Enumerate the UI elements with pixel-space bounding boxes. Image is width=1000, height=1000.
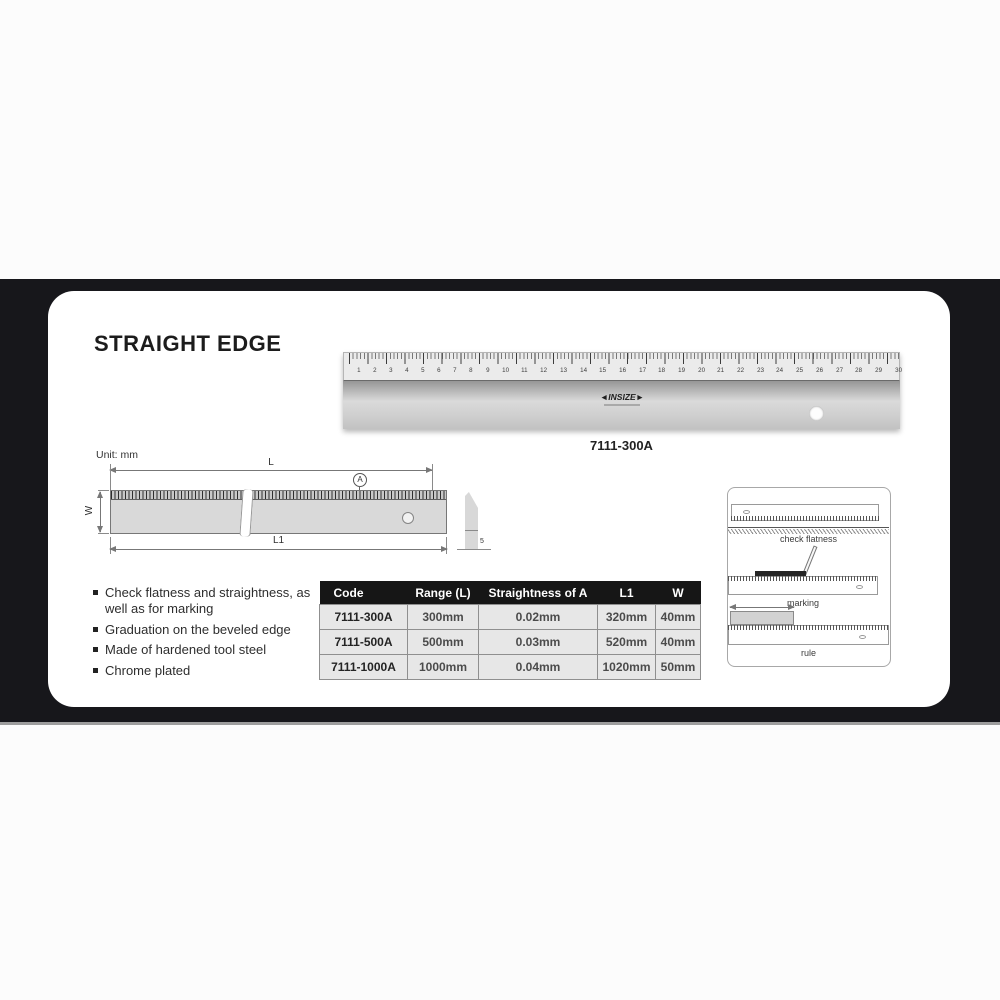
dim-label-L1: L1 [272,535,285,546]
mini-hole-icon [856,585,863,589]
feature-item [93,663,331,679]
cell-code: 7111-1000A [320,655,408,680]
cell-w: 50mm [656,655,701,680]
col-header-straightness: Straightness of A [479,581,598,605]
side-view-baseline [457,549,491,550]
mini-graduation [728,576,878,581]
table-row [320,605,701,630]
feature-item [93,642,331,658]
feature-item [93,585,331,617]
col-header-l1: L1 [598,581,656,605]
cell-code: 7111-300A [320,605,408,630]
marking-label: marking [786,598,819,608]
check-flatness-label: check flatness [779,534,838,544]
product-card [48,291,950,707]
table-row [320,655,701,680]
spec-table [319,581,701,680]
rule-label: rule [800,648,816,658]
straight-edge-drawing [110,490,447,534]
bullet-square-icon [93,590,98,595]
dim-line-W [100,492,101,532]
break-symbol [239,489,253,538]
measured-workpiece [730,611,794,625]
bullet-square-icon [93,627,98,632]
bevel-line [465,530,478,531]
measure-dim-line [730,607,794,608]
dim-label-thickness: 5 [480,538,484,545]
cell-l1: 520mm [598,630,656,655]
straight-edge-photo [343,352,900,429]
surface-plate-line [728,527,889,528]
dim-line-L1 [110,549,447,550]
scale-numbers: 1 2 3 4 5 6 7 8 9 10 11 12 13 14 15 16 17 18 19 20 21 22 23 24 25 26 27 28 29 30 [357,367,902,374]
insize-logo-text: ◄INSIZE► [599,392,645,402]
dim-label-L: L [268,457,274,468]
feature-text: Check flatness and straightness, as well as for marking [105,585,311,616]
cell-straightness: 0.03mm [479,630,598,655]
cell-l1: 320mm [598,605,656,630]
mini-graduation [731,516,879,521]
feature-text: Made of hardened tool steel [105,642,267,657]
mini-hole-icon [743,510,750,514]
cell-straightness: 0.04mm [479,655,598,680]
cell-straightness: 0.02mm [479,605,598,630]
straightness-callout-A: A [353,473,367,487]
drawing-graduation-strip [111,491,446,500]
extension-line [432,464,433,490]
extension-tick [98,533,109,534]
feature-text: Graduation on the beveled edge [105,621,291,637]
cell-range: 300mm [408,605,479,630]
cell-w: 40mm [656,605,701,630]
graduation-strip [343,352,900,381]
cell-code: 7111-500A [320,630,408,655]
dim-line-L [110,470,432,471]
insize-logo [587,392,657,406]
rule-use-rule [728,625,889,645]
cell-w: 40mm [656,630,701,655]
product-code-caption: 7111-300A [590,438,653,453]
cell-range: 1000mm [408,655,479,680]
cell-l1: 1020mm [598,655,656,680]
col-header-code: Code [320,581,408,605]
check-flatness-rule [731,504,879,521]
mini-graduation [728,625,889,630]
side-view-blade [465,492,478,549]
logo-subline [604,404,640,406]
table-row [320,630,701,655]
unit-label: Unit: mm [96,449,138,461]
col-header-range: Range (L) [408,581,479,605]
bullet-square-icon [93,668,98,673]
table-header-row [320,581,701,605]
mini-hole-icon [859,635,866,639]
ruler-body [343,381,900,429]
dim-label-W: W [84,505,96,516]
drawing-hole [402,512,414,524]
col-header-w: W [656,581,701,605]
bullet-square-icon [93,647,98,652]
feature-item [93,622,331,638]
extension-line [110,464,111,490]
marking-rule [728,576,878,595]
band-bottom-divider [0,722,1000,725]
page-title: STRAIGHT EDGE [94,331,282,356]
feature-text: Chrome plated [105,662,191,678]
feature-list [93,585,331,683]
hanging-hole [809,406,824,421]
applications-box [727,487,891,667]
applications-inner [728,488,889,665]
cell-range: 500mm [408,630,479,655]
